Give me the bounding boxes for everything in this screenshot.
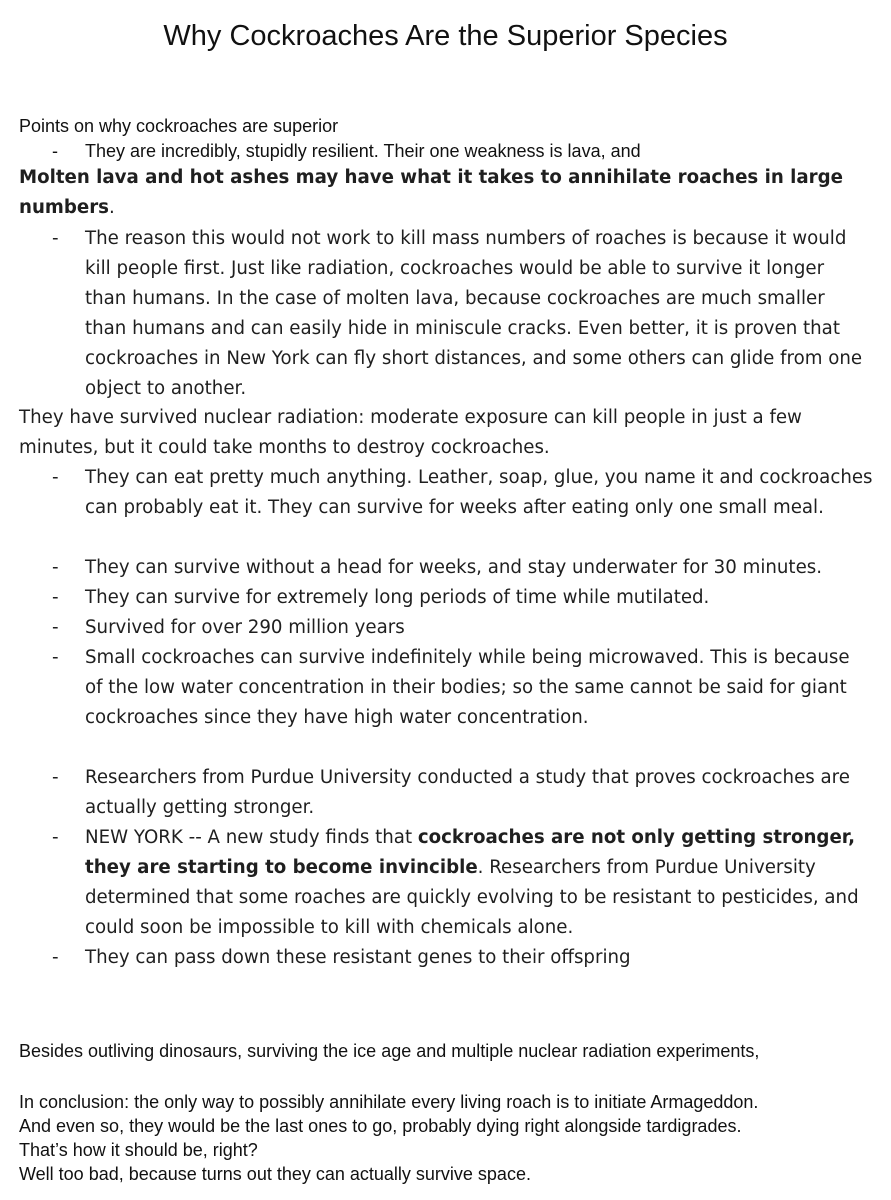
list-item-text: Survived for over 290 million years bbox=[85, 617, 405, 638]
document-title: Why Cockroaches Are the Superior Species bbox=[163, 20, 728, 52]
bullet-dash: - bbox=[52, 467, 59, 488]
lava-bold-paragraph bbox=[19, 163, 869, 223]
conclusion-line: And even so, they would be the last ones to go, probably dying right alongside tardigrades. bbox=[19, 1116, 742, 1136]
list-item-text: The reason this would not work to kill mass numbers of roaches is because it would kill people first. Just like radiation, cockroaches would be able to survive it longer than humans. In the case of molten lava, because cockroaches are much smaller than humans and can easily hide in miniscule cracks. Even better, it is proven that cockroaches in New York can fly short distances, and some others can glide from one object to another. bbox=[85, 228, 863, 399]
lava-bold-text: Molten lava and hot ashes may have what it takes to annihilate roaches in large numbers bbox=[19, 167, 843, 218]
newyork-suffix: . Researchers from Purdue University determined that some roaches are quickly evolving to be resistant to pesticides, and could soon be impossible to kill with chemicals alone. bbox=[85, 857, 859, 938]
bullet-dash: - bbox=[52, 947, 59, 968]
bullet-dash: - bbox=[52, 617, 59, 638]
conclusion-line: In conclusion: the only way to possibly annihilate every living roach is to initiate Armageddon. bbox=[19, 1092, 759, 1112]
bullet-dash: - bbox=[52, 767, 59, 788]
lava-period: . bbox=[109, 197, 115, 218]
conclusion-line: That’s how it should be, right? bbox=[19, 1140, 258, 1160]
list-item-text: They can eat pretty much anything. Leather, soap, glue, you name it and cockroaches can probably eat it. They can survive for weeks after eating only one small meal. bbox=[85, 467, 873, 518]
conclusion-line: Well too bad, because turns out they can actually survive space. bbox=[19, 1164, 531, 1184]
intro-line: Points on why cockroaches are superior bbox=[19, 116, 339, 136]
newyork-bold: cockroaches are not only getting stronger, they are starting to become invincible bbox=[85, 827, 855, 878]
bullet-dash: - bbox=[52, 827, 59, 848]
bullet-dash: - bbox=[52, 141, 58, 161]
list-item-text: They can survive without a head for weeks, and stay underwater for 30 minutes. bbox=[85, 557, 823, 578]
bullet-dash: - bbox=[52, 647, 59, 668]
radiation-paragraph: They have survived nuclear radiation: moderate exposure can kill people in just a few minutes, but it could take months to destroy cockroaches. bbox=[19, 407, 802, 458]
list-item-text: They are incredibly, stupidly resilient. Their one weakness is lava, and bbox=[85, 141, 641, 161]
list-item-text: Researchers from Purdue University conducted a study that proves cockroaches are actually getting stronger. bbox=[85, 767, 850, 818]
newyork-prefix: NEW YORK -- A new study finds that bbox=[85, 827, 418, 848]
list-item-text: They can pass down these resistant genes to their offspring bbox=[85, 947, 631, 968]
list-item-text: Small cockroaches can survive indefinitely while being microwaved. This is because of the low water concentration in their bodies; so the same cannot be said for giant cockroaches since they have high water concentration. bbox=[85, 647, 850, 728]
list-item-text bbox=[85, 823, 865, 943]
bullet-dash: - bbox=[52, 587, 59, 608]
bullet-dash: - bbox=[52, 228, 59, 249]
bullet-dash: - bbox=[52, 557, 59, 578]
besides-paragraph: Besides outliving dinosaurs, surviving the ice age and multiple nuclear radiation experiments, bbox=[19, 1041, 760, 1061]
list-item-text: They can survive for extremely long periods of time while mutilated. bbox=[85, 587, 710, 608]
